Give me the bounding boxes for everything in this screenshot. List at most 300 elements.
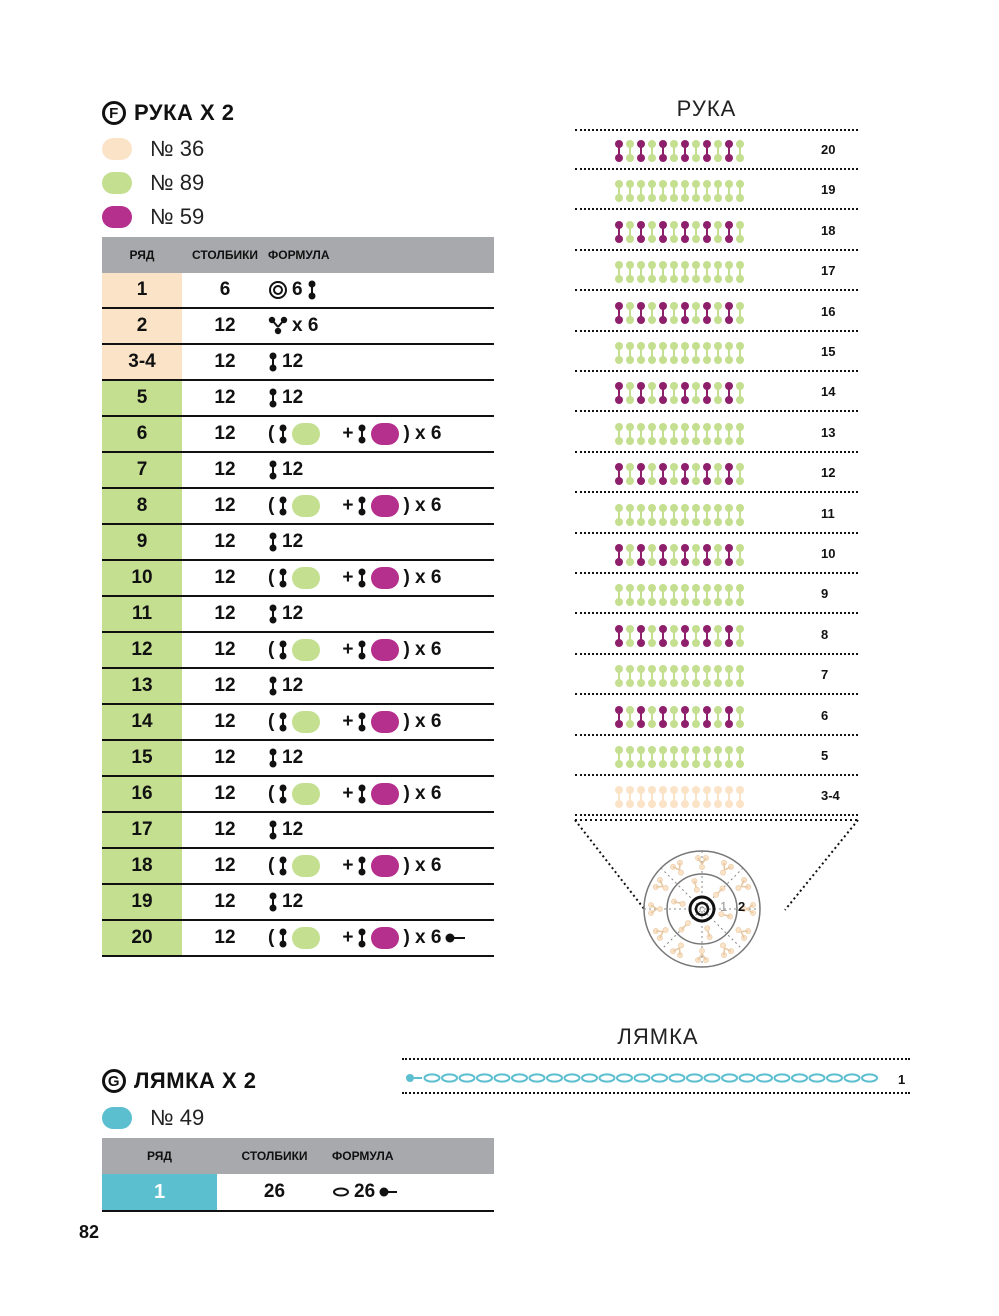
stitch-mark bbox=[681, 423, 689, 445]
stitch-count-cell: 12 bbox=[182, 560, 268, 596]
stitch-mark bbox=[659, 221, 667, 243]
stitch-mark bbox=[670, 423, 678, 445]
stitch-mark bbox=[692, 544, 700, 566]
stitch-mark bbox=[714, 382, 722, 404]
chain-stitch-mark bbox=[425, 1074, 440, 1081]
stitch-mark bbox=[692, 746, 700, 768]
stitch-sequence bbox=[615, 625, 744, 647]
formula-text: 12 bbox=[282, 675, 304, 696]
chart-row-label: 12 bbox=[821, 465, 836, 481]
stitch-mark bbox=[626, 786, 634, 808]
stitch-mark bbox=[637, 504, 645, 526]
formula-cell bbox=[268, 488, 494, 524]
magenta-yarn-chip bbox=[371, 855, 399, 877]
single-crochet-icon bbox=[268, 676, 278, 696]
green-yarn-chip bbox=[292, 423, 320, 445]
chart-row bbox=[575, 574, 858, 614]
formula-cell bbox=[268, 560, 494, 596]
stitch-mark bbox=[626, 302, 634, 324]
chain-stitch-mark bbox=[722, 1074, 737, 1081]
chart-row bbox=[575, 696, 858, 736]
stitch-mark bbox=[615, 302, 623, 324]
formula-cell bbox=[268, 704, 494, 740]
stitch-mark bbox=[714, 140, 722, 162]
single-crochet-icon bbox=[357, 496, 367, 516]
stitch-mark bbox=[637, 302, 645, 324]
chain-stitch-mark bbox=[792, 1074, 807, 1081]
green-yarn-chip bbox=[292, 711, 320, 733]
formula-open-paren: ( bbox=[268, 855, 275, 876]
stitch-mark bbox=[692, 180, 700, 202]
formula-plus: + bbox=[342, 711, 354, 732]
stitch-mark bbox=[725, 382, 733, 404]
chain-stitch-mark bbox=[687, 1074, 702, 1081]
stitch-mark bbox=[615, 382, 623, 404]
strap-row-label: 1 bbox=[898, 1072, 906, 1087]
formula-cell bbox=[268, 776, 494, 812]
header-formula-col: ФОРМУЛА bbox=[332, 1138, 494, 1174]
formula-cell bbox=[268, 452, 494, 488]
stitch-mark bbox=[692, 342, 700, 364]
single-crochet-icon bbox=[268, 604, 278, 624]
row-number-cell: 18 bbox=[102, 848, 182, 884]
stitch-mark bbox=[681, 746, 689, 768]
stitch-count-cell: 12 bbox=[182, 848, 268, 884]
single-crochet-icon bbox=[268, 532, 278, 552]
stitch-mark bbox=[615, 625, 623, 647]
stitch-count-cell: 12 bbox=[182, 308, 268, 344]
increase-icon bbox=[268, 316, 288, 336]
stitch-mark bbox=[725, 180, 733, 202]
chart-row-label: 15 bbox=[821, 344, 836, 359]
stitch-mark bbox=[670, 140, 678, 162]
chart-row-label: 16 bbox=[821, 303, 836, 319]
formula-text: 12 bbox=[282, 747, 304, 768]
strap-chart-title: ЛЯМКА bbox=[617, 1024, 699, 1049]
stitch-sequence bbox=[615, 261, 744, 283]
magenta-yarn-chip bbox=[371, 711, 399, 733]
header-formula-col: ФОРМУЛА bbox=[268, 237, 494, 273]
stitch-mark bbox=[637, 544, 645, 566]
stitch-sequence bbox=[615, 342, 744, 364]
stitch-mark bbox=[626, 584, 634, 606]
stitch-mark bbox=[637, 423, 645, 445]
increase-stitch-mark bbox=[669, 940, 688, 959]
stitch-mark bbox=[725, 221, 733, 243]
single-stitch-mark bbox=[678, 919, 692, 933]
green-yarn-chip bbox=[292, 639, 320, 661]
stitch-mark bbox=[736, 261, 744, 283]
magenta-yarn-chip bbox=[371, 783, 399, 805]
strap-chain-row bbox=[402, 1068, 892, 1088]
yarn-number: № 89 bbox=[150, 170, 205, 195]
chain-stitch-mark bbox=[547, 1074, 562, 1081]
formula-text: 26 bbox=[354, 1181, 376, 1202]
stitch-count-cell: 12 bbox=[182, 344, 268, 380]
single-crochet-icon bbox=[268, 748, 278, 768]
stitch-sequence bbox=[615, 302, 744, 324]
section-f-yarn-list bbox=[102, 132, 204, 234]
stitch-sequence bbox=[615, 544, 744, 566]
stitch-mark bbox=[648, 706, 656, 728]
stitch-mark bbox=[659, 302, 667, 324]
formula-text: х 6 bbox=[292, 315, 319, 336]
stitch-mark bbox=[670, 382, 678, 404]
section-f-heading bbox=[102, 100, 235, 126]
single-crochet-icon bbox=[278, 640, 288, 660]
table-row bbox=[102, 704, 494, 740]
chart-row-label: 18 bbox=[821, 222, 836, 238]
stitch-mark bbox=[725, 665, 733, 687]
stitch-mark bbox=[725, 504, 733, 526]
stitch-mark bbox=[736, 342, 744, 364]
chain-stitch-mark bbox=[845, 1074, 860, 1081]
stitch-mark bbox=[692, 302, 700, 324]
green-yarn-chip bbox=[292, 495, 320, 517]
header-row-col: РЯД bbox=[102, 1138, 217, 1174]
row-number-cell: 12 bbox=[102, 632, 182, 668]
stitch-mark bbox=[615, 261, 623, 283]
section-g-yarn-list bbox=[102, 1101, 204, 1135]
stitch-mark bbox=[648, 463, 656, 485]
formula-plus: + bbox=[342, 639, 354, 660]
stitch-mark bbox=[648, 140, 656, 162]
formula-close-repeat: ) х 6 bbox=[403, 927, 442, 948]
single-crochet-icon bbox=[357, 424, 367, 444]
stitch-mark bbox=[648, 504, 656, 526]
chain-stitch-mark bbox=[705, 1074, 720, 1081]
stitch-mark bbox=[637, 221, 645, 243]
stitch-mark bbox=[637, 382, 645, 404]
stitch-mark bbox=[703, 665, 711, 687]
stitch-mark bbox=[692, 625, 700, 647]
chain-stitch-mark bbox=[757, 1074, 772, 1081]
stitch-mark bbox=[725, 463, 733, 485]
row-number-cell: 3-4 bbox=[102, 344, 182, 380]
row-number-cell: 13 bbox=[102, 668, 182, 704]
stitch-mark bbox=[725, 261, 733, 283]
stitch-mark bbox=[637, 463, 645, 485]
formula-cell bbox=[268, 884, 494, 920]
formula-cell bbox=[268, 524, 494, 560]
formula-text: 6 bbox=[292, 279, 303, 300]
table-row bbox=[102, 452, 494, 488]
formula-close-repeat: ) х 6 bbox=[403, 567, 442, 588]
stitch-mark bbox=[615, 544, 623, 566]
increase-stitch-mark bbox=[695, 948, 708, 962]
stitch-mark bbox=[670, 706, 678, 728]
chain-stitch-mark bbox=[652, 1074, 667, 1081]
chart-row-label: 20 bbox=[821, 142, 836, 157]
chart-row-label: 19 bbox=[821, 182, 836, 198]
formula-text: 12 bbox=[282, 603, 304, 624]
formula-cell bbox=[268, 740, 494, 776]
yarn-item bbox=[102, 132, 204, 166]
chart-row-label: 17 bbox=[821, 263, 836, 279]
single-crochet-icon bbox=[278, 568, 288, 588]
yarn-number: № 59 bbox=[150, 204, 205, 229]
green-yarn-chip bbox=[292, 855, 320, 877]
stitch-mark bbox=[659, 706, 667, 728]
section-g-heading bbox=[102, 1068, 257, 1094]
chain-stitch-mark bbox=[740, 1074, 755, 1081]
stitch-mark bbox=[648, 786, 656, 808]
yarn-number: № 49 bbox=[150, 1105, 205, 1130]
table-row bbox=[102, 488, 494, 524]
formula-cell bbox=[268, 848, 494, 884]
formula-cell bbox=[332, 1174, 494, 1211]
chain-stitch-mark bbox=[600, 1074, 615, 1081]
formula-cell bbox=[268, 632, 494, 668]
stitch-mark bbox=[659, 746, 667, 768]
stitch-mark bbox=[626, 746, 634, 768]
stitch-mark bbox=[648, 746, 656, 768]
stitch-mark bbox=[626, 221, 634, 243]
stitch-mark bbox=[736, 544, 744, 566]
chain-stitch-mark bbox=[670, 1074, 685, 1081]
header-stitches-col: СТОЛБИКИ bbox=[182, 237, 268, 273]
single-crochet-icon bbox=[357, 640, 367, 660]
formula-text: 12 bbox=[282, 819, 304, 840]
chart-row-label: 3-4 bbox=[821, 788, 840, 804]
row-number-cell: 8 bbox=[102, 488, 182, 524]
table-row bbox=[102, 416, 494, 452]
stitch-sequence bbox=[615, 504, 744, 526]
formula-close-repeat: ) х 6 bbox=[403, 783, 442, 804]
row-number-cell: 17 bbox=[102, 812, 182, 848]
chart-row-label: 14 bbox=[821, 384, 836, 400]
single-crochet-icon bbox=[278, 424, 288, 444]
increase-stitch-mark bbox=[733, 876, 752, 895]
section-f-title: РУКА Х 2 bbox=[134, 100, 235, 125]
chart-row-label: 6 bbox=[821, 707, 829, 723]
stitch-mark bbox=[659, 584, 667, 606]
row-number-cell: 1 bbox=[102, 273, 182, 308]
formula-text: 12 bbox=[282, 351, 304, 372]
chain-stitch-icon bbox=[332, 1186, 350, 1198]
stitch-mark bbox=[714, 423, 722, 445]
stitch-mark bbox=[714, 706, 722, 728]
single-crochet-icon bbox=[307, 280, 317, 300]
stitch-mark bbox=[703, 140, 711, 162]
row-number-cell: 19 bbox=[102, 884, 182, 920]
chart-row bbox=[575, 413, 858, 453]
row-number-cell: 7 bbox=[102, 452, 182, 488]
table-row bbox=[102, 920, 494, 956]
magenta-yarn-chip bbox=[371, 423, 399, 445]
magic-ring-diagram bbox=[570, 815, 870, 980]
formula-open-paren: ( bbox=[268, 711, 275, 732]
row-number-cell: 20 bbox=[102, 920, 182, 956]
single-crochet-icon bbox=[268, 892, 278, 912]
stitch-mark bbox=[659, 665, 667, 687]
stitch-mark bbox=[637, 180, 645, 202]
stitch-mark bbox=[637, 706, 645, 728]
row-number-cell: 10 bbox=[102, 560, 182, 596]
stitch-mark bbox=[703, 423, 711, 445]
single-stitch-mark bbox=[691, 878, 700, 893]
stitch-sequence bbox=[615, 706, 744, 728]
yarn-number: № 36 bbox=[150, 136, 205, 161]
single-crochet-icon bbox=[357, 712, 367, 732]
stitch-mark bbox=[692, 221, 700, 243]
stitch-mark bbox=[703, 342, 711, 364]
stitch-count-cell: 12 bbox=[182, 920, 268, 956]
yarn-item bbox=[102, 200, 204, 234]
chart-row bbox=[575, 655, 858, 695]
single-crochet-icon bbox=[357, 784, 367, 804]
table-row bbox=[102, 380, 494, 416]
formula-cell bbox=[268, 380, 494, 416]
stitch-count-cell: 12 bbox=[182, 416, 268, 452]
stitch-mark bbox=[615, 665, 623, 687]
stitch-mark bbox=[626, 665, 634, 687]
table-row bbox=[102, 524, 494, 560]
stitch-mark bbox=[626, 423, 634, 445]
table-header-row bbox=[102, 237, 494, 273]
stitch-count-cell: 12 bbox=[182, 668, 268, 704]
stitch-mark bbox=[637, 140, 645, 162]
formula-plus: + bbox=[342, 495, 354, 516]
section-g-table-wrap bbox=[102, 1138, 494, 1212]
round-label-1: 1 bbox=[720, 899, 728, 914]
increase-stitch-mark bbox=[652, 876, 671, 895]
stitch-mark bbox=[626, 382, 634, 404]
single-crochet-icon bbox=[278, 928, 288, 948]
stitch-mark bbox=[681, 261, 689, 283]
stitch-mark bbox=[648, 625, 656, 647]
section-g-title: ЛЯМКА Х 2 bbox=[134, 1068, 257, 1093]
yarn-color-swatch bbox=[102, 206, 132, 228]
stitch-sequence bbox=[615, 382, 744, 404]
chart-row bbox=[575, 251, 858, 291]
stitch-mark bbox=[703, 544, 711, 566]
formula-plus: + bbox=[342, 567, 354, 588]
stitch-mark bbox=[703, 706, 711, 728]
fasten-off-icon bbox=[445, 932, 467, 944]
stitch-mark bbox=[692, 584, 700, 606]
increase-stitch-mark bbox=[652, 923, 671, 942]
stitch-mark bbox=[626, 504, 634, 526]
stitch-mark bbox=[703, 382, 711, 404]
chain-stitch-mark bbox=[460, 1074, 475, 1081]
stitch-mark bbox=[615, 140, 623, 162]
stitch-mark bbox=[670, 342, 678, 364]
stitch-mark bbox=[714, 463, 722, 485]
row-number-cell: 11 bbox=[102, 596, 182, 632]
yarn-item bbox=[102, 1101, 204, 1135]
row-number-cell: 9 bbox=[102, 524, 182, 560]
stitch-mark bbox=[626, 140, 634, 162]
formula-close-repeat: ) х 6 bbox=[403, 495, 442, 516]
stitch-mark bbox=[648, 261, 656, 283]
stitch-mark bbox=[615, 584, 623, 606]
stitch-mark bbox=[648, 180, 656, 202]
stitch-mark bbox=[670, 463, 678, 485]
single-crochet-icon bbox=[278, 784, 288, 804]
stitch-mark bbox=[736, 180, 744, 202]
stitch-sequence bbox=[615, 665, 744, 687]
increase-stitch-mark bbox=[716, 940, 735, 959]
stitch-mark bbox=[725, 746, 733, 768]
formula-text: 12 bbox=[282, 459, 304, 480]
arm-chart-title: РУКА bbox=[676, 96, 737, 121]
stitch-mark bbox=[736, 706, 744, 728]
stitch-mark bbox=[714, 786, 722, 808]
stitch-mark bbox=[725, 302, 733, 324]
stitch-mark bbox=[681, 302, 689, 324]
stitch-mark bbox=[670, 786, 678, 808]
formula-text: 12 bbox=[282, 891, 304, 912]
chart-row-label: 11 bbox=[821, 505, 835, 521]
stitch-mark bbox=[703, 746, 711, 768]
section-f-letter-badge: F bbox=[102, 101, 126, 125]
stitch-mark bbox=[670, 302, 678, 324]
row-number-cell: 15 bbox=[102, 740, 182, 776]
stitch-count-cell: 12 bbox=[182, 452, 268, 488]
yarn-color-swatch bbox=[102, 172, 132, 194]
single-crochet-icon bbox=[268, 388, 278, 408]
stitch-mark bbox=[736, 584, 744, 606]
chain-stitch-mark bbox=[862, 1074, 877, 1081]
stitch-mark bbox=[692, 706, 700, 728]
stitch-mark bbox=[703, 463, 711, 485]
stitch-mark bbox=[703, 625, 711, 647]
chart-row bbox=[575, 534, 858, 574]
stitch-mark bbox=[681, 706, 689, 728]
chart-row-label: 13 bbox=[821, 424, 836, 440]
increase-stitch-mark bbox=[716, 859, 735, 878]
stitch-count-cell: 12 bbox=[182, 632, 268, 668]
table-row bbox=[102, 1174, 494, 1211]
single-crochet-icon bbox=[268, 460, 278, 480]
stitch-sequence bbox=[615, 584, 744, 606]
row-number-cell: 2 bbox=[102, 308, 182, 344]
stitch-mark bbox=[615, 786, 623, 808]
chart-row-label: 10 bbox=[821, 546, 836, 561]
magenta-yarn-chip bbox=[371, 495, 399, 517]
stitch-mark bbox=[670, 584, 678, 606]
fasten-off-icon bbox=[379, 1186, 399, 1198]
strap-chart bbox=[402, 1056, 910, 1096]
formula-open-paren: ( bbox=[268, 567, 275, 588]
section-f-table-wrap bbox=[102, 237, 494, 957]
stitch-mark bbox=[681, 140, 689, 162]
stitch-mark bbox=[714, 665, 722, 687]
stitch-count-cell: 12 bbox=[182, 596, 268, 632]
stitch-count-cell: 12 bbox=[182, 776, 268, 812]
stitch-mark bbox=[681, 625, 689, 647]
stitch-mark bbox=[736, 625, 744, 647]
green-yarn-chip bbox=[292, 927, 320, 949]
formula-cell bbox=[268, 668, 494, 704]
stitch-mark bbox=[725, 584, 733, 606]
stitch-mark bbox=[659, 261, 667, 283]
stitch-sequence bbox=[615, 423, 744, 445]
stitch-mark bbox=[714, 342, 722, 364]
formula-cell bbox=[268, 344, 494, 380]
chain-stitch-mark bbox=[617, 1074, 632, 1081]
stitch-mark bbox=[615, 504, 623, 526]
stitch-mark bbox=[703, 504, 711, 526]
table-row bbox=[102, 308, 494, 344]
formula-open-paren: ( bbox=[268, 783, 275, 804]
chart-row-label: 7 bbox=[821, 667, 829, 683]
stitch-mark bbox=[670, 221, 678, 243]
stitch-mark bbox=[637, 746, 645, 768]
formula-open-paren: ( bbox=[268, 639, 275, 660]
table-row bbox=[102, 812, 494, 848]
